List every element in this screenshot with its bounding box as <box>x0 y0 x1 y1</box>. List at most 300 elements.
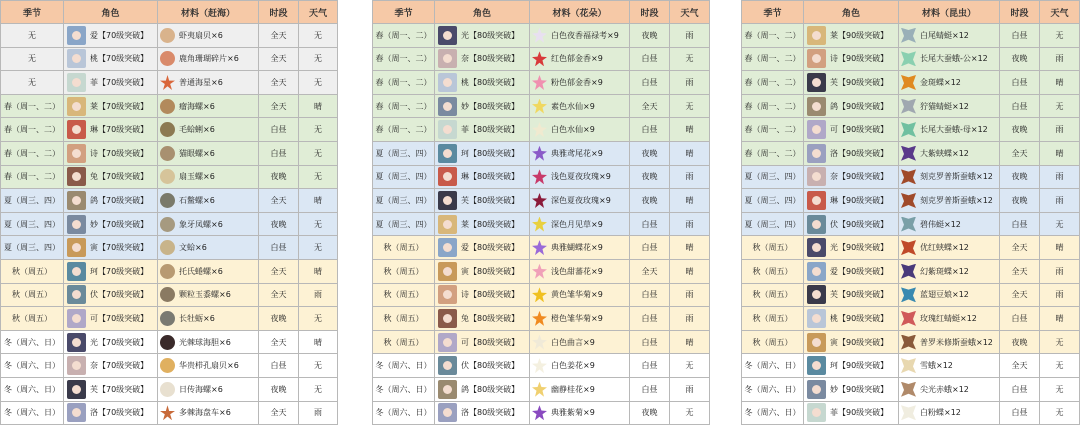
character-cell <box>804 141 899 165</box>
character-cell <box>64 71 158 95</box>
material-cell <box>530 47 630 71</box>
material-name: 红色郁金香×9 <box>551 54 603 64</box>
urchin-icon <box>160 335 175 350</box>
character-cell <box>435 165 530 189</box>
character-name: 菲【70级突破】 <box>90 77 149 87</box>
weather-cell: 雨 <box>670 24 710 48</box>
weather-cell: 雨 <box>670 283 710 307</box>
material-name: 日传海螺×6 <box>179 384 223 394</box>
season-cell: 春（周一、二） <box>1 94 64 118</box>
character-portrait <box>67 285 86 304</box>
material-name: 扇玉螺×6 <box>179 172 215 182</box>
time-cell: 全天 <box>259 189 299 213</box>
bug-icon <box>901 146 916 161</box>
time-cell: 全天 <box>630 94 670 118</box>
character-portrait <box>807 262 826 281</box>
weather-cell: 晴 <box>1040 307 1080 331</box>
material-cell <box>158 236 259 260</box>
weather-cell: 雨 <box>670 377 710 401</box>
character-cell <box>64 330 158 354</box>
weather-cell: 雨 <box>670 71 710 95</box>
material-cell <box>899 377 1000 401</box>
material-cell <box>530 71 630 95</box>
material-cell <box>158 118 259 142</box>
table-row <box>742 354 1080 378</box>
season-cell: 夏（周三、四） <box>1 212 64 236</box>
character-portrait <box>807 26 826 45</box>
material-name: 华贵栉孔扇贝×6 <box>179 361 239 371</box>
material-name: 长尾大蚕蛾-母×12 <box>920 125 988 135</box>
time-cell: 夜晚 <box>259 165 299 189</box>
material-cell <box>158 141 259 165</box>
character-name: 可【90级突破】 <box>830 125 889 135</box>
time-cell: 全天 <box>1000 236 1040 260</box>
character-name: 芙【90级突破】 <box>830 290 889 300</box>
time-cell: 白昼 <box>630 47 670 71</box>
character-cell <box>435 47 530 71</box>
material-name: 素色水仙×9 <box>551 101 595 111</box>
bug-icon <box>901 169 916 184</box>
time-cell: 夜晚 <box>630 24 670 48</box>
character-cell <box>804 71 899 95</box>
material-cell <box>530 330 630 354</box>
character-name: 桃【80级突破】 <box>461 77 520 87</box>
season-cell: 夏（周三、四） <box>373 141 435 165</box>
time-cell: 白昼 <box>630 212 670 236</box>
material-name: 优红蛱蝶×12 <box>920 243 969 253</box>
weather-cell: 无 <box>299 212 338 236</box>
character-portrait <box>807 380 826 399</box>
material-cell <box>530 165 630 189</box>
character-cell <box>64 165 158 189</box>
flower-icon <box>532 217 547 232</box>
character-name: 芙【80级突破】 <box>461 195 520 205</box>
season-cell: 冬（周六、日） <box>742 377 804 401</box>
flower-icon <box>532 311 547 326</box>
material-cell <box>899 71 1000 95</box>
season-cell: 春（周一、二） <box>373 47 435 71</box>
character-cell <box>435 377 530 401</box>
flower-icon <box>532 169 547 184</box>
character-cell <box>64 24 158 48</box>
season-cell: 春（周一、二） <box>1 118 64 142</box>
character-cell <box>435 401 530 425</box>
character-portrait <box>438 356 457 375</box>
weather-cell: 雨 <box>299 283 338 307</box>
material-cell <box>530 283 630 307</box>
table-row <box>742 401 1080 425</box>
season-cell: 秋（周五） <box>373 236 435 260</box>
material-name: 尖光赤蛾×12 <box>920 384 969 394</box>
character-name: 奈【70级突破】 <box>90 361 149 371</box>
character-portrait <box>807 97 826 116</box>
header-character: 角色 <box>435 1 530 24</box>
table-row <box>373 283 710 307</box>
material-name: 长牡蛎×6 <box>179 313 215 323</box>
character-portrait <box>67 238 86 257</box>
material-name: 深色月见草×9 <box>551 219 603 229</box>
season-cell: 春（周一、二） <box>373 71 435 95</box>
character-portrait <box>438 285 457 304</box>
time-cell: 夜晚 <box>1000 118 1040 142</box>
character-name: 洛【90级突破】 <box>830 148 889 158</box>
bug-icon <box>901 358 916 373</box>
table-row <box>742 141 1080 165</box>
character-portrait <box>438 309 457 328</box>
character-name: 桃【90级突破】 <box>830 313 889 323</box>
material-cell <box>158 212 259 236</box>
bug-icon <box>901 28 916 43</box>
material-name: 幽静桂花×9 <box>551 384 595 394</box>
time-cell: 全天 <box>1000 354 1040 378</box>
season-cell: 秋（周五） <box>373 259 435 283</box>
bug-icon <box>901 335 916 350</box>
material-cell <box>530 377 630 401</box>
weather-cell: 雨 <box>1040 47 1080 71</box>
table-row <box>1 24 338 48</box>
character-cell <box>804 165 899 189</box>
bug-icon <box>901 193 916 208</box>
bug-icon <box>901 287 916 302</box>
flower-icon <box>532 28 547 43</box>
character-portrait <box>67 215 86 234</box>
material-cell <box>530 259 630 283</box>
character-cell <box>804 377 899 401</box>
shell-icon <box>160 169 175 184</box>
character-name: 洛【80级突破】 <box>461 408 520 418</box>
weather-cell: 无 <box>299 165 338 189</box>
table-row <box>742 189 1080 213</box>
header-row <box>1 1 338 24</box>
header-weather: 天气 <box>670 1 710 24</box>
time-cell: 夜晚 <box>1000 165 1040 189</box>
material-cell <box>158 377 259 401</box>
season-cell: 夏（周三、四） <box>373 189 435 213</box>
weather-cell: 无 <box>1040 330 1080 354</box>
header-time: 时段 <box>630 1 670 24</box>
table-row <box>373 377 710 401</box>
table-row <box>742 212 1080 236</box>
material-name: 典雅鸢尾花×9 <box>551 148 603 158</box>
weather-cell: 雨 <box>1040 283 1080 307</box>
time-cell: 夜晚 <box>1000 330 1040 354</box>
character-cell <box>64 377 158 401</box>
weather-cell: 无 <box>299 24 338 48</box>
weather-cell: 雨 <box>670 165 710 189</box>
weather-cell: 无 <box>1040 401 1080 425</box>
character-name: 菲【90级突破】 <box>830 408 889 418</box>
bug-icon <box>901 99 916 114</box>
time-cell: 全天 <box>259 71 299 95</box>
flower-icon <box>532 193 547 208</box>
season-cell: 冬（周六、日） <box>1 354 64 378</box>
material-cell <box>899 307 1000 331</box>
shell-icon <box>160 287 175 302</box>
time-cell: 全天 <box>259 330 299 354</box>
weather-cell: 无 <box>1040 24 1080 48</box>
character-cell <box>435 24 530 48</box>
season-cell: 无 <box>1 71 64 95</box>
time-cell: 白昼 <box>630 330 670 354</box>
character-cell <box>804 47 899 71</box>
table-row <box>373 401 710 425</box>
time-cell: 白昼 <box>630 307 670 331</box>
time-cell: 夜晚 <box>1000 189 1040 213</box>
shell-icon <box>160 382 175 397</box>
table-row <box>1 71 338 95</box>
character-portrait <box>67 144 86 163</box>
shell-icon <box>160 264 175 279</box>
table-row <box>742 307 1080 331</box>
material-name: 白色曲言×9 <box>551 337 595 347</box>
time-cell: 白昼 <box>1000 71 1040 95</box>
header-character: 角色 <box>804 1 899 24</box>
table-row <box>373 165 710 189</box>
coral-icon <box>160 51 175 66</box>
character-cell <box>435 330 530 354</box>
character-cell <box>435 118 530 142</box>
weather-cell: 无 <box>670 94 710 118</box>
time-cell: 全天 <box>259 24 299 48</box>
character-name: 诗【70级突破】 <box>90 148 149 158</box>
character-portrait <box>807 73 826 92</box>
character-cell <box>64 236 158 260</box>
material-table-1 <box>0 0 338 425</box>
weather-cell: 晴 <box>299 259 338 283</box>
table-row <box>1 118 338 142</box>
character-cell <box>64 307 158 331</box>
time-cell: 白昼 <box>259 118 299 142</box>
time-cell: 白昼 <box>1000 94 1040 118</box>
season-cell: 秋（周五） <box>373 307 435 331</box>
material-cell <box>530 189 630 213</box>
character-name: 洛【70级突破】 <box>90 408 149 418</box>
material-cell <box>158 47 259 71</box>
table-row <box>742 283 1080 307</box>
material-cell <box>899 283 1000 307</box>
table-row <box>373 24 710 48</box>
material-cell <box>158 259 259 283</box>
character-name: 伏【70级突破】 <box>90 290 149 300</box>
table-row <box>373 189 710 213</box>
table-row <box>1 212 338 236</box>
time-cell: 白昼 <box>1000 24 1040 48</box>
weather-cell: 晴 <box>670 118 710 142</box>
table-row <box>1 307 338 331</box>
season-cell: 冬（周六、日） <box>742 354 804 378</box>
time-cell: 白昼 <box>630 283 670 307</box>
character-name: 光【80级突破】 <box>461 30 520 40</box>
character-name: 珂【80级突破】 <box>461 148 520 158</box>
table-row <box>1 94 338 118</box>
bug-icon <box>901 311 916 326</box>
material-name: 毛蛤蜊×6 <box>179 125 215 135</box>
character-name: 妙【90级突破】 <box>830 384 889 394</box>
weather-cell: 晴 <box>299 330 338 354</box>
weather-cell: 晴 <box>1040 141 1080 165</box>
character-portrait <box>807 144 826 163</box>
material-cell <box>530 401 630 425</box>
shell-icon <box>160 358 175 373</box>
material-name: 白粉蝶×12 <box>920 408 961 418</box>
time-cell: 夜晚 <box>1000 47 1040 71</box>
character-portrait <box>438 26 457 45</box>
season-cell: 春（周一、二） <box>373 94 435 118</box>
character-name: 琳【70级突破】 <box>90 125 149 135</box>
table-row <box>373 212 710 236</box>
weather-cell: 无 <box>299 71 338 95</box>
header-season: 季节 <box>1 1 64 24</box>
character-portrait <box>438 144 457 163</box>
character-portrait <box>67 356 86 375</box>
character-name: 光【70级突破】 <box>90 337 149 347</box>
material-cell <box>530 141 630 165</box>
table-row <box>742 47 1080 71</box>
character-name: 爱【90级突破】 <box>830 266 889 276</box>
time-cell: 白昼 <box>259 354 299 378</box>
character-portrait <box>807 191 826 210</box>
character-portrait <box>67 167 86 186</box>
character-portrait <box>807 167 826 186</box>
weather-cell: 晴 <box>299 94 338 118</box>
season-cell: 冬（周六、日） <box>1 377 64 401</box>
time-cell: 全天 <box>259 47 299 71</box>
material-cell <box>158 330 259 354</box>
weather-cell: 无 <box>299 47 338 71</box>
weather-cell: 无 <box>299 307 338 331</box>
material-name: 瘤海螺×6 <box>179 101 215 111</box>
header-material: 材料（赶海） <box>158 1 259 24</box>
material-cell <box>899 189 1000 213</box>
material-cell <box>530 236 630 260</box>
material-name: 玫瑰红蜻蜓×12 <box>920 313 977 323</box>
material-cell <box>899 165 1000 189</box>
season-cell: 秋（周五） <box>742 307 804 331</box>
material-cell <box>158 307 259 331</box>
material-name: 深色夏夜玫瑰×9 <box>551 195 611 205</box>
season-cell: 春（周一、二） <box>742 118 804 142</box>
header-material: 材料（花朵） <box>530 1 630 24</box>
character-portrait <box>438 120 457 139</box>
character-portrait <box>807 403 826 422</box>
weather-cell: 雨 <box>299 401 338 425</box>
season-cell: 秋（周五） <box>1 307 64 331</box>
character-cell <box>435 189 530 213</box>
time-cell: 夜晚 <box>630 141 670 165</box>
weather-cell: 雨 <box>670 307 710 331</box>
material-name: 橙色雏华菊×9 <box>551 313 603 323</box>
character-cell <box>435 307 530 331</box>
bug-icon <box>901 75 916 90</box>
time-cell: 全天 <box>259 94 299 118</box>
weather-cell: 无 <box>670 47 710 71</box>
material-name: 石鳖螺×6 <box>179 195 215 205</box>
material-name: 碧伟蜓×12 <box>920 219 961 229</box>
character-portrait <box>438 380 457 399</box>
material-name: 光棘球海胆×6 <box>179 337 231 347</box>
table-row <box>373 47 710 71</box>
character-portrait <box>438 403 457 422</box>
table-row <box>742 377 1080 401</box>
season-cell: 夏（周三、四） <box>1 189 64 213</box>
character-portrait <box>438 191 457 210</box>
character-name: 可【70级突破】 <box>90 313 149 323</box>
character-portrait <box>67 191 86 210</box>
time-cell: 白昼 <box>630 354 670 378</box>
material-name: 猫眼螺×6 <box>179 148 215 158</box>
character-portrait <box>807 49 826 68</box>
character-name: 琳【80级突破】 <box>461 172 520 182</box>
table-row <box>373 236 710 260</box>
time-cell: 夜晚 <box>259 377 299 401</box>
character-name: 芙【90级突破】 <box>830 77 889 87</box>
shell-icon <box>160 146 175 161</box>
material-name: 刻克罗普斯蚕蛾×12 <box>920 195 993 205</box>
table-row <box>1 236 338 260</box>
character-portrait <box>438 167 457 186</box>
season-cell: 冬（周六、日） <box>373 401 435 425</box>
shell-icon <box>160 240 175 255</box>
character-name: 可【80级突破】 <box>461 337 520 347</box>
character-portrait <box>807 215 826 234</box>
character-cell <box>435 354 530 378</box>
character-cell <box>64 212 158 236</box>
time-cell: 全天 <box>1000 141 1040 165</box>
character-name: 芙【70级突破】 <box>90 384 149 394</box>
weather-cell: 晴 <box>1040 71 1080 95</box>
season-cell: 春（周一、二） <box>742 71 804 95</box>
weather-cell: 晴 <box>670 141 710 165</box>
shell-icon <box>160 99 175 114</box>
time-cell: 白昼 <box>630 377 670 401</box>
time-cell: 夜晚 <box>259 307 299 331</box>
material-cell <box>899 24 1000 48</box>
weather-cell: 无 <box>1040 94 1080 118</box>
character-name: 鸽【70级突破】 <box>90 195 149 205</box>
character-name: 诗【90级突破】 <box>830 54 889 64</box>
character-name: 珂【90级突破】 <box>830 361 889 371</box>
character-cell <box>804 307 899 331</box>
table-row <box>742 259 1080 283</box>
flower-icon <box>532 122 547 137</box>
weather-cell: 雨 <box>1040 118 1080 142</box>
time-cell: 全天 <box>630 259 670 283</box>
material-name: 刻克罗普斯蚕蛾×12 <box>920 172 993 182</box>
material-name: 浅色夏夜玫瑰×9 <box>551 172 611 182</box>
character-portrait <box>438 97 457 116</box>
flower-icon <box>532 51 547 66</box>
character-portrait <box>67 97 86 116</box>
table-row <box>742 24 1080 48</box>
character-name: 爱【70级突破】 <box>90 30 149 40</box>
header-row <box>373 1 710 24</box>
header-weather: 天气 <box>1040 1 1080 24</box>
star-icon <box>160 75 175 90</box>
material-name: 白色姜花×9 <box>551 361 595 371</box>
material-cell <box>899 259 1000 283</box>
material-name: 象牙凤螺×6 <box>179 219 223 229</box>
material-cell <box>158 189 259 213</box>
season-cell: 秋（周五） <box>742 259 804 283</box>
bug-icon <box>901 382 916 397</box>
flower-icon <box>532 146 547 161</box>
material-cell <box>158 24 259 48</box>
material-cell <box>158 71 259 95</box>
character-portrait <box>438 215 457 234</box>
material-cell <box>899 141 1000 165</box>
material-cell <box>158 94 259 118</box>
material-name: 粉色郁金香×9 <box>551 77 603 87</box>
